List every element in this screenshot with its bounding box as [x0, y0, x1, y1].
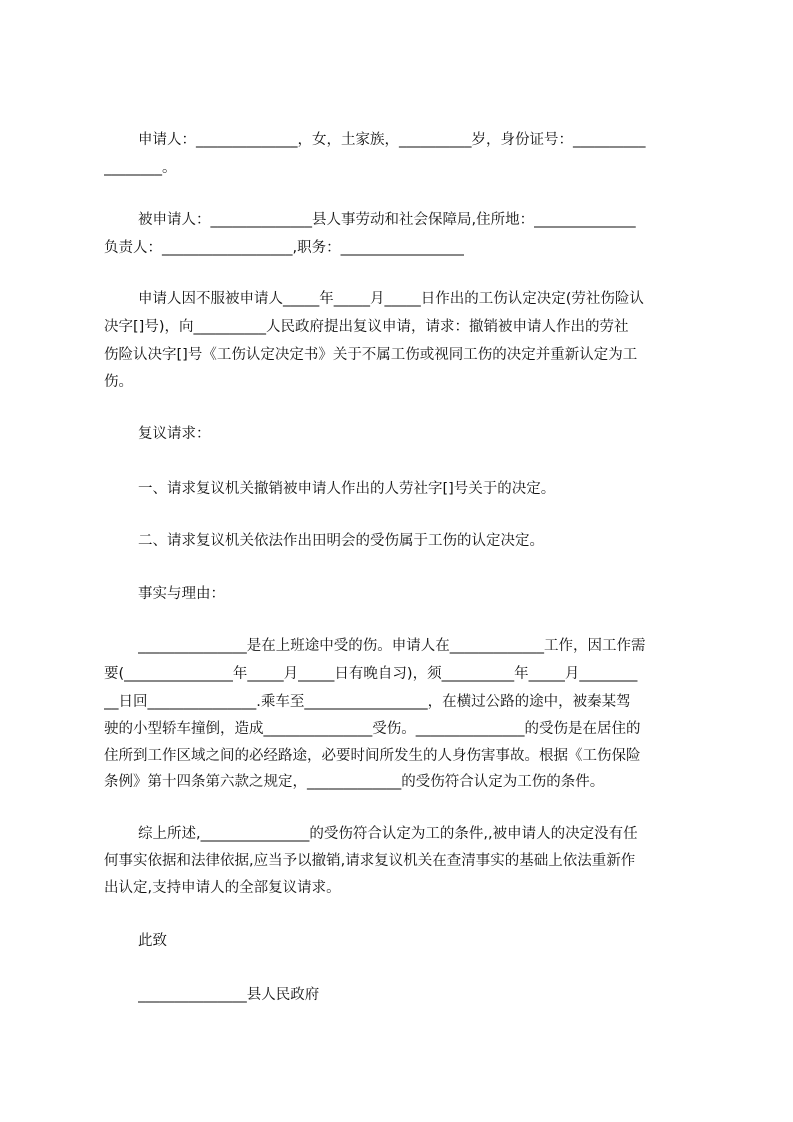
facts-heading: 事实与理由： [138, 586, 225, 602]
facts-line-6: 条例》第十四条第六款之规定，_____________的受伤符合认定为工伤的条件。 [104, 774, 605, 790]
respondent-line-2: 负责人：__________________,职务：_________________ [104, 240, 464, 256]
intro-line-3: 伤险认决字[]号《工伤认定决定书》关于不属工伤或视同工伤的决定并重新认定为工 [104, 347, 638, 363]
applicant-line-1: 申请人：______________，女，土家族，__________岁，身份证号：__________ [138, 132, 646, 148]
closing-recipient: _______________县人民政府 [138, 987, 320, 1003]
facts-line-3: __日回_______________.乘车至_________________，在横过公路的途中，被秦某驾 [104, 694, 631, 710]
request-item-1: 一、请求复议机关撤销被申请人作出的人劳社字[]号关于的决定。 [138, 481, 556, 497]
conclusion-line-3: 出认定,支持申请人的全部复议请求。 [104, 880, 341, 896]
facts-line-2: 要(_______________年_____月_____日有晚自习)，须__________年_____月________ [104, 666, 638, 682]
conclusion-line-1: 综上所述,_______________的受伤符合认定为工的条件,,被申请人的决定没有任 [138, 826, 638, 842]
closing-salutation: 此致 [138, 933, 167, 949]
facts-line-1: _______________是在上班途中受的伤。申请人在_____________工作，因工作需 [138, 638, 646, 654]
requests-heading: 复议请求： [138, 426, 211, 442]
facts-line-5: 住所到工作区域之间的必经路途，必要时间所发生的人身伤害事故。根据《工伤保险 [104, 748, 641, 764]
intro-line-2: 决字[]号)，向__________人民政府提出复议申请，请求：撤销被申请人作出的劳社 [104, 319, 629, 335]
applicant-line-2: ________。 [104, 160, 177, 176]
request-item-2: 二、请求复议机关依法作出田明会的受伤属于工伤的认定决定。 [138, 533, 544, 549]
intro-line-1: 申请人因不服被申请人_____年_____月_____日作出的工伤认定决定(劳社伤险认 [138, 291, 644, 307]
intro-line-4: 伤。 [104, 374, 133, 390]
facts-line-4: 驶的小型轿车撞倒，造成_______________受伤。_______________的受伤是在居住的 [104, 721, 641, 737]
conclusion-line-2: 何事实依据和法律依据,应当予以撤销,请求复议机关在查清事实的基础上依法重新作 [104, 853, 636, 869]
respondent-line-1: 被申请人：______________县人事劳动和社会保障局,住所地：______________ [138, 212, 636, 228]
